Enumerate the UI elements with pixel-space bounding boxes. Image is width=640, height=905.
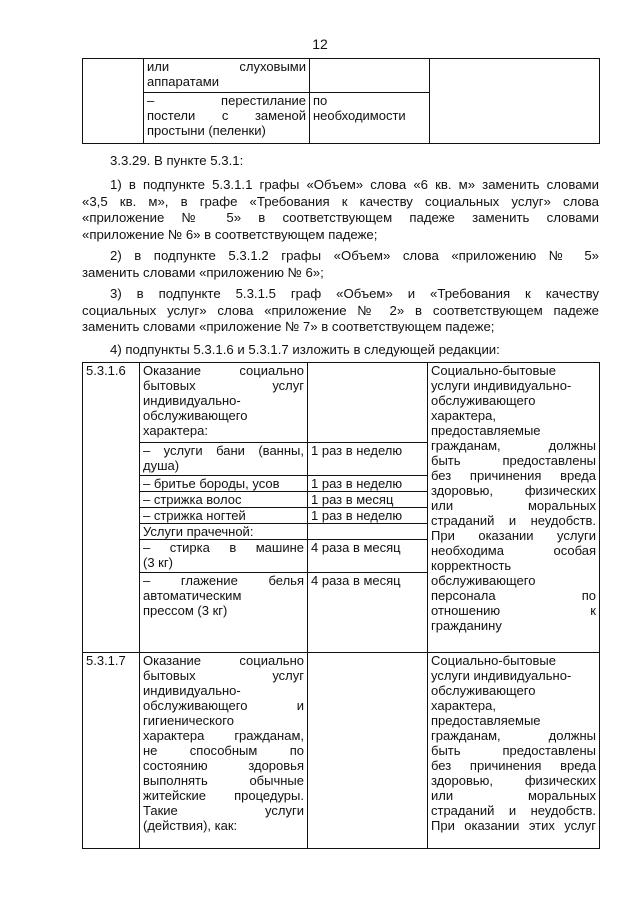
- service-desc: Услуги прачечной:: [140, 524, 308, 540]
- service-desc: – глажение белья автоматическим прессом (3 кг): [140, 573, 308, 653]
- service-desc: – стрижка волос: [140, 492, 308, 508]
- table-row: [83, 363, 600, 443]
- service-frequency: [308, 363, 428, 443]
- service-frequency: 4 раза в месяц: [308, 540, 428, 573]
- service-title: Оказание социально бытовых услуг индивидуально- обслуживающего характера:: [140, 363, 308, 443]
- item-number: 5.3.1.7: [83, 653, 140, 849]
- service-desc: – услуги бани (ванны, душа): [140, 443, 308, 476]
- service-desc: – стирка в машине (3 кг): [140, 540, 308, 573]
- service-desc: – стрижка ногтей: [140, 508, 308, 524]
- paragraph-4: 4) подпункты 5.3.1.6 и 5.3.1.7 изложить в следующей редакции:: [110, 342, 500, 357]
- empty-cell: [430, 59, 600, 144]
- service-frequency: 1 раз в неделю: [308, 508, 428, 524]
- service-desc: – перестилание постели с заменой простыни (пеленки): [144, 93, 310, 144]
- page-number: 12: [312, 36, 328, 52]
- services-table: [82, 362, 600, 849]
- empty-cell: [83, 59, 144, 144]
- service-frequency: 1 раз в месяц: [308, 492, 428, 508]
- item-number: 5.3.1.6: [83, 363, 140, 653]
- service-title: Оказание социально бытовых услуг индивидуально- обслуживающего и гигиенического характера гражданам, не способным по состоянию здоровья выполнять обычные житейские процедуры. Такие услуги (действия), как:: [140, 653, 308, 849]
- service-frequency: по необходимости: [310, 93, 430, 144]
- section-heading: 3.3.29. В пункте 5.3.1:: [110, 153, 244, 168]
- table-row: [83, 653, 600, 849]
- service-frequency: 4 раза в месяц: [308, 573, 428, 653]
- paragraph-1: 1) в подпункте 5.3.1.1 графы «Объем» слова «6 кв. м» заменить словами «3,5 кв. м», в графе «Требования к качеству социальных услуг» слова «приложение № 5» в соответствующем падеже заменить словами «приложение № 6» в соответствующем падеже;: [82, 177, 599, 242]
- paragraph-3: 3) в подпункте 5.3.1.5 граф «Объем» и «Требования к качеству социальных услуг» слова «приложение № 2» в соответствующем падеже заменить словами «приложение № 7» в соответствующем падеже;: [82, 286, 599, 334]
- service-frequency: 1 раз в неделю: [308, 476, 428, 492]
- continuation-table: [82, 58, 600, 144]
- service-desc: или слуховыми аппаратами: [144, 59, 310, 93]
- service-frequency: [308, 524, 428, 540]
- service-frequency: 1 раз в неделю: [308, 443, 428, 476]
- paragraph-2: 2) в подпункте 5.3.1.2 графы «Объем» слова «приложению № 5» заменить словами «приложению № 6»;: [82, 248, 599, 280]
- service-frequency: [308, 653, 428, 849]
- quality-requirements: Социально-бытовые услуги индивидуально- обслуживающего характера, предоставляемые гражданам, должны быть предоставлены без причинения вреда здоровью, физических или моральных страданий и неудобств. При оказании услуги необходима особая корректность обслуживающего персонала по отношению к гражданину: [428, 363, 600, 653]
- table-row: [83, 59, 600, 93]
- service-frequency: [310, 59, 430, 93]
- quality-requirements: Социально-бытовые услуги индивидуально- обслуживающего характера, предоставляемые гражданам, должны быть предоставлены без причинения вреда здоровью, физических или моральных страданий и неудобств. При оказании этих услуг: [428, 653, 600, 849]
- service-desc: – бритье бороды, усов: [140, 476, 308, 492]
